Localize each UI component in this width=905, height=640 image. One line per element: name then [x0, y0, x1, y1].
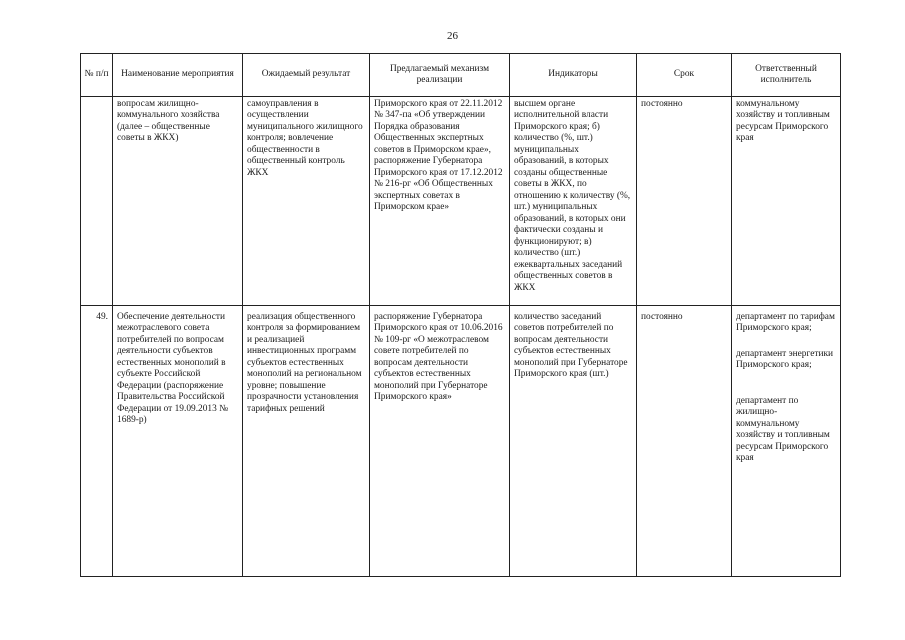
- term: постоянно: [637, 306, 732, 577]
- table-row: [81, 97, 841, 306]
- responsible: [732, 97, 841, 306]
- header-term: Срок: [637, 54, 732, 97]
- responsible-entry: коммунальному хозяйству и топливным ресурсам Приморского края: [736, 99, 830, 144]
- header-indicators: Индикаторы: [510, 54, 637, 97]
- header-name: Наименование мероприятия: [113, 54, 243, 97]
- responsible-entry: департамент по тарифам Приморского края;: [736, 312, 835, 334]
- measure-name: вопросам жилищно-коммунального хозяйства (далее – общественные советы в ЖКХ): [113, 97, 243, 306]
- header-responsible: Ответственный исполнитель: [732, 54, 841, 97]
- term: постоянно: [637, 97, 732, 306]
- mechanism: распоряжение Губернатора Приморского края от 10.06.2016 № 109-рг «О межотраслевом совете потребителей по вопросам деятельности субъектов естественных монополий при Губернаторе Приморского края»: [370, 306, 510, 577]
- measure-name: Обеспечение деятельности межотраслевого совета потребителей по вопросам деятельности субъектов естественных монополий в субъекте Российской Федерации (распоряжение Правительства Российской Федерации от 19.09.2013 № 1689-р): [113, 306, 243, 577]
- measures-table: [80, 53, 841, 577]
- header-num: № п/п: [81, 54, 113, 97]
- expected-result: реализация общественного контроля за формированием и реализацией инвестиционных программ субъектов естественных монополий на региональном уровне; повышение прозрачности установления тарифных решений: [243, 306, 370, 577]
- indicators: количество заседаний советов потребителей по вопросам деятельности субъектов естественных монополий при Губернаторе Приморского края (шт.): [510, 306, 637, 577]
- mechanism: Приморского края от 22.11.2012 № 347-па «Об утверждении Порядка образования Общественных экспертных советов в Приморском крае», распоряжение Губернатора Приморского края от 17.12.2012 № 216-рг «Об Общественных экспертных советах в Приморском крае»: [370, 97, 510, 306]
- responsible-entry: департамент по жилищно-коммунальному хозяйству и топливным ресурсам Приморского края: [736, 395, 830, 464]
- header-mechanism: Предлагаемый механизм реализации: [370, 54, 510, 97]
- row-number: 49.: [81, 306, 113, 577]
- indicators: высшем органе исполнительной власти Приморского края; б) количество (%, шт.) муниципальных образований, в которых созданы общественные советы в ЖКХ, по отношению к количеству (%, шт.) муниципальных образований, в которых они фактически созданы и функционируют; в) количество (шт.) ежеквартальных заседаний общественных советов в ЖКХ: [510, 97, 637, 306]
- page-number: 26: [447, 30, 458, 42]
- table-header-row: [81, 54, 841, 97]
- expected-result: самоуправления в осуществлении муниципального жилищного контроля; вовлечение общественности в общественный контроль ЖКХ: [243, 97, 370, 306]
- header-result: Ожидаемый результат: [243, 54, 370, 97]
- table-row: [81, 306, 841, 577]
- responsible: [732, 306, 841, 577]
- row-number: [81, 97, 113, 306]
- responsible-entry: департамент энергетики Приморского края;: [736, 348, 834, 371]
